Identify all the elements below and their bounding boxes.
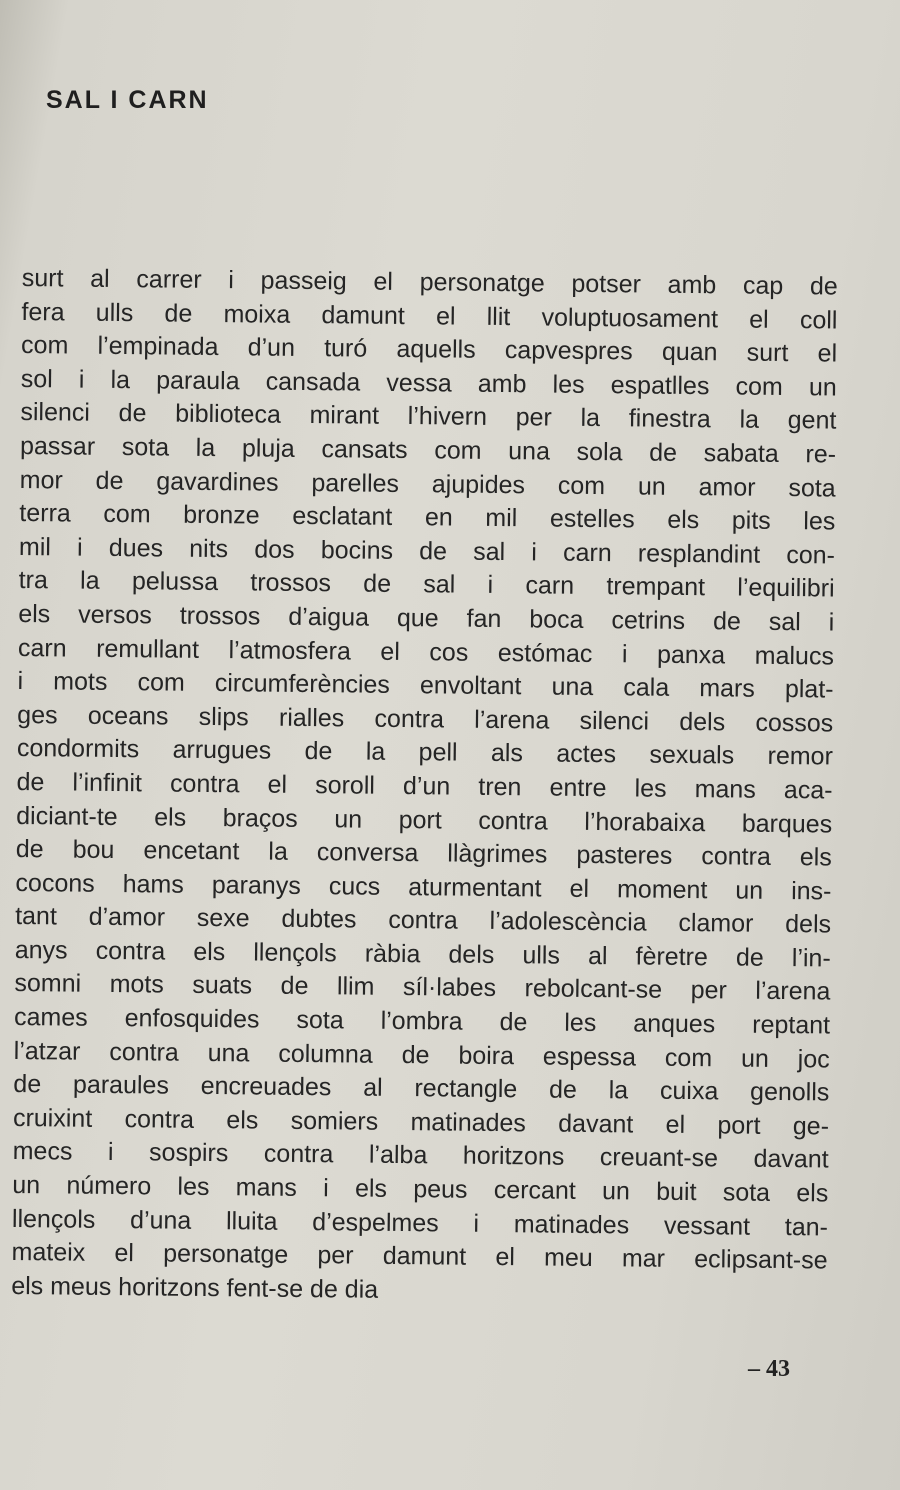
poem-line: cocons hams paranys cucs aturmentant el moment un ins- bbox=[15, 868, 832, 906]
poem-line: els versos trossos d’aigua que fan boca cetrins de sal i bbox=[18, 599, 835, 637]
poem-line: ges oceans slips rialles contra l’arena silenci dels cossos bbox=[17, 700, 834, 738]
page-number: – 43 bbox=[748, 1356, 790, 1382]
poem-line: tra la pelussa trossos de sal i carn trempant l’equilibri bbox=[18, 566, 835, 603]
poem-line: terra com bronze esclatant en mil estelles els pits les bbox=[19, 499, 836, 536]
poem-line: cruixint contra els somiers matinades davant el port ge- bbox=[12, 1103, 830, 1141]
poem-line: els meus horitzons fent-se de dia bbox=[11, 1271, 379, 1304]
poem-line: i mots com circumferències envoltant una cala mars plat- bbox=[17, 667, 834, 704]
poem-line: de l’infinit contra el soroll d’un tren entre les mans aca- bbox=[16, 767, 833, 805]
poem-line: fera ulls de moixa damunt el llit voluptuosament el coll bbox=[21, 297, 838, 335]
poem-line: de bou encetant la conversa llàgrimes pasteres contra els bbox=[15, 835, 832, 872]
poem-line: passar sota la pluja cansats com una sola de sabata re- bbox=[19, 431, 837, 469]
poem-body bbox=[11, 262, 838, 1312]
poem-line: mil i dues nits dos bocins de sal i carn resplandint con- bbox=[18, 532, 836, 570]
poem-line: somni mots suats de llim síl·labes rebolcant-se per l’arena bbox=[14, 969, 831, 1006]
poem-line: diciant-te els braços un port contra l’horabaixa barques bbox=[16, 801, 833, 839]
poem-line: llençols d’una lluita d’espelmes i matinades vessant tan- bbox=[11, 1204, 829, 1242]
poem-line: tant d’amor sexe dubtes contra l’adolescència clamor dels bbox=[15, 902, 832, 939]
poem-line: carn remullant l’atmosfera el cos estómac i panxa malucs bbox=[17, 633, 835, 671]
poem-line: condormits arrugues de la pell als actes sexuals remor bbox=[16, 734, 834, 771]
poem-line: de paraules encreuades al rectangle de la cuixa genolls bbox=[13, 1070, 830, 1107]
poem-line: surt al carrer i passeig el personatge potser amb cap de bbox=[21, 263, 838, 301]
poem-title: SAL I CARN bbox=[46, 86, 209, 114]
poem-line: sol i la paraula cansada vessa amb les espatlles com un bbox=[20, 364, 837, 402]
poem-line: mor de gavardines parelles ajupides com un amor sota bbox=[19, 465, 836, 503]
poem-line: cames enfosquides sota l’ombra de les anques reptant bbox=[13, 1003, 831, 1040]
poem-line: silenci de biblioteca mirant l’hivern per la finestra la gent bbox=[20, 398, 837, 435]
poem-line: com l’empinada d’un turó aquells capvespres quan surt el bbox=[20, 331, 838, 368]
poem-line: mecs i sospirs contra l’alba horitzons creuant-se davant bbox=[12, 1137, 829, 1174]
poem-line: l’atzar contra una columna de boira espessa com un joc bbox=[13, 1036, 830, 1074]
poem-line: anys contra els llençols ràbia dels ulls al fèretre de l’in- bbox=[14, 935, 831, 973]
poem-line: mateix el personatge per damunt el meu mar eclipsant-se bbox=[11, 1238, 828, 1275]
poem-line: un número les mans i els peus cercant un buit sota els bbox=[12, 1170, 829, 1208]
